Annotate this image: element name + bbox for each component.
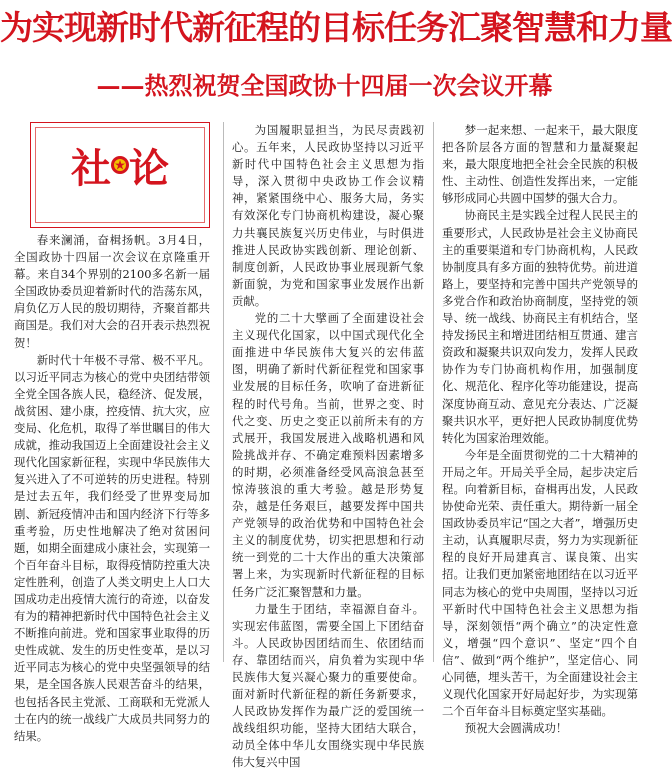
article-paragraph: 梦一起来想、一起来干，最大限度把各阶层各方面的智慧和力量凝聚起来，最大限度地把全社会全民族的积极性、主动性、创造性发挥出来，一定能够形成同心共圆中国梦的强大合力。 [442, 123, 638, 206]
article-paragraph: 协商民主是实践全过程人民民主的重要形式，人民政协是社会主义协商民主的重要渠道和专门协商机构，人民政协制度具有多方面的独特优势。前进道路上，要坚持和完善中国共产党领导的多党合作和政治协商制度，坚持党的领导、统一战线、协商民主有机结合，坚持发扬民主和增进团结相互贯通、建言资政和凝聚共识双向发力，发挥人民政协作为专门协商机构作用，加强制度化、规范化、程序化等功能建设，提高深度协商互动、意见充分表达、广泛凝聚共识水平，更好把人民政协制度优势转化为国家治理效能。 [442, 208, 638, 445]
article-paragraph: 力量生于团结，幸福源自奋斗。实现宏伟蓝图，需要全国上下团结奋斗。人民政协因团结而生、依团结而存、靠团结而兴，肩负着为实现中华民族伟大复兴凝心聚力的重要使命。面对新时代新征程的新任务新要求，人民政协发挥作为最广泛的爱国统一战线组织功能，坚持大团结大联合，动员全体中华儿女围绕实现中华民族伟大复兴中国 [232, 601, 424, 770]
article-paragraph: 春来澜涌，奋楫扬帆。3月4日，全国政协十四届一次会议在京隆重开幕。来自34个界别的2100多名新一届全国政协委员迎着新时代的浩荡东风，肩负亿万人民的殷切期待，齐聚首都共商国是。我们对大会的召开表示热烈祝贺！ [14, 233, 210, 350]
column-divider [223, 122, 224, 662]
subheadline: ——热烈祝贺全国政协十四届一次会议开幕 [96, 71, 553, 100]
editorial-badge [30, 122, 210, 228]
article-column-3 [442, 122, 638, 736]
article-column-2 [232, 122, 424, 770]
article-paragraph: 新时代十年极不寻常、极不平凡。以习近平同志为核心的党中央团结带领全党全国各族人民，稳经济、促发展，战贫困、建小康，控疫情、抗大灾，应变局、化危机，取得了举世瞩目的伟大成就，推动我国迈上全面建设社会主义现代化国家新征程，实现中华民族伟大复兴进入了不可逆转的历史进程。特别是过去五年，我们经受了世界变局加剧、新冠疫情冲击和国内经济下行等多重考验，历史性地解决了绝对贫困问题，如期全面建成小康社会，实现第一个百年奋斗目标，取得疫情防控重大决定性胜利，创造了人类文明史上人口大国成功走出疫情大流行的奇迹，以奋发有为的精神把新时代中国特色社会主义不断推向前进。党和国家事业取得的历史性成就、发生的历史性变革，是以习近平同志为核心的党中央坚强领导的结果，是全国各族人民艰苦奋斗的结果，也包括各民主党派、工商联和无党派人士在内的统一战线广大成员共同努力的结果。 [14, 352, 210, 743]
article-paragraph: 党的二十大擘画了全面建设社会主义现代化国家，以中国式现代化全面推进中华民族伟大复兴的宏伟蓝图，明确了新时代新征程党和国家事业发展的目标任务，吹响了奋进新征程的时代号角。当前，世界之变、时代之变、历史之变正以前所未有的方式展开，我国发展进入战略机遇和风险挑战并存、不确定难预料因素增多的时期，必须准备经受风高浪急甚至惊涛骇浪的重大考验。越是形势复杂，越是任务艰巨，越要发挥中国共产党领导的政治优势和中国特色社会主义的制度优势，切实把思想和行动统一到党的二十大作出的重大决策部署上来，为实现新时代新征程的目标任务广泛汇聚智慧和力量。 [232, 311, 424, 599]
article-paragraph: 为国履职显担当，为民尽责践初心。五年来，人民政协坚持以习近平新时代中国特色社会主义思想为指导，深入贯彻中央政协工作会议精神，紧紧围绕中心、服务大局，务实有效深化专门协商机构建设，凝心聚力共襄民族复兴历史伟业，与时俱进推进人民政协实践创新、理论创新、制度创新，人民政协事业展现新气象新面貌，为党和国家事业发展作出新贡献。 [232, 123, 424, 308]
headline: 为实现新时代新征程的目标任务汇聚智慧和力量 [0, 8, 672, 47]
article-paragraph: 今年是全面贯彻党的二十大精神的开局之年。开局关乎全局，起步决定后程。向着新目标，奋楫再出发，人民政协使命光荣、责任重大。期待新一届全国政协委员牢记“国之大者”，增强历史主动，认真履职尽责，努力为实现新征程的良好开局建真言、谋良策、出实招。让我们更加紧密地团结在以习近平同志为核心的党中央周围，坚持以习近平新时代中国特色社会主义思想为指导，深刻领悟“两个确立”的决定性意义，增强“四个意识”、坚定“四个自信”、做到“两个维护”，坚定信心、同心同德，埋头苦干，为全面建设社会主义现代化国家开好局起好步，为实现第二个百年奋斗目标奠定坚实基础。 [442, 447, 638, 719]
article-paragraph: 预祝大会圆满成功！ [464, 721, 568, 736]
column-divider [433, 122, 434, 662]
article-column-1 [14, 232, 210, 743]
editorial-label: 社论 [71, 146, 187, 192]
